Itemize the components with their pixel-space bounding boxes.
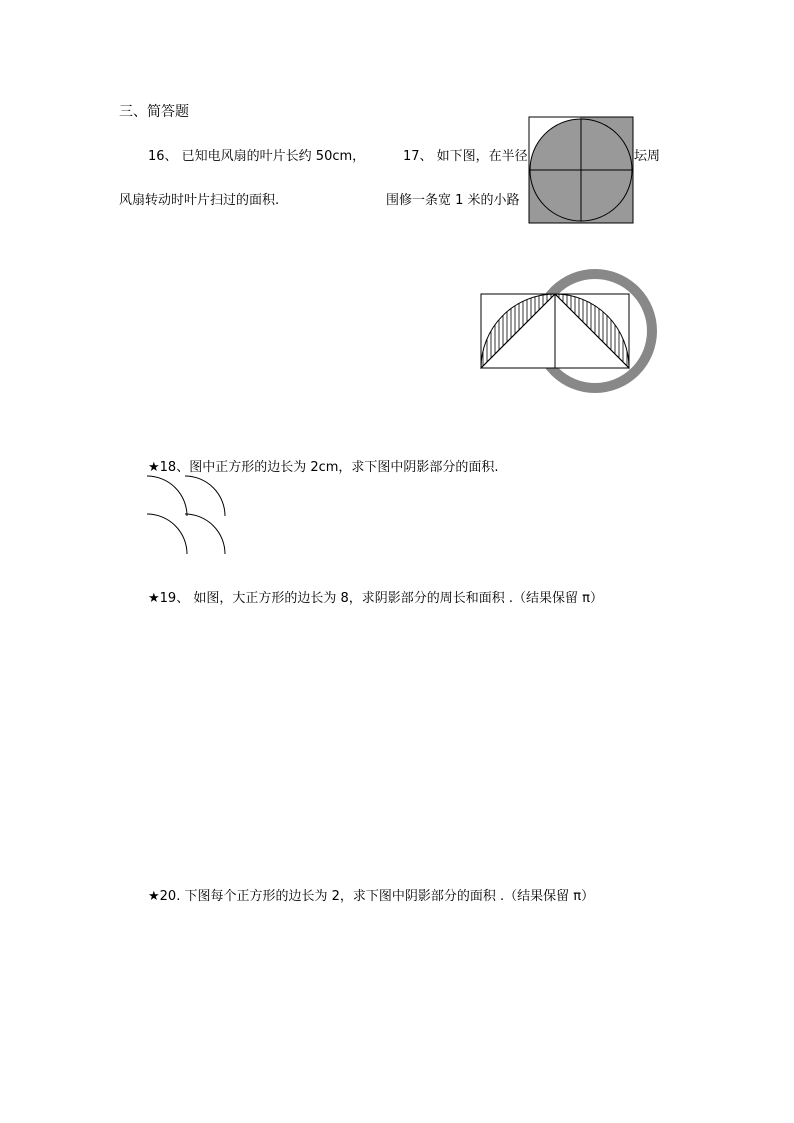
section-heading: 三、简答题 — [119, 104, 189, 120]
q19-text: ★19、 如图，大正方形的边长为 8，求阴影部分的周长和面积 .（结果保留 π） — [148, 591, 603, 606]
q17-figure — [528, 116, 635, 225]
q18-figure — [145, 474, 229, 558]
q18-text: ★18、图中正方形的边长为 2cm，求下图中阴影部分的面积. — [148, 460, 499, 475]
q17-text-line2: 围修一条宽 1 米的小路 — [386, 193, 520, 208]
q20-text: ★20. 下图每个正方形的边长为 2，求下图中阴影部分的面积 .（结果保留 π） — [148, 889, 595, 904]
q17-text-line1-end: 坛周 — [634, 149, 661, 164]
q16-text-line1: 16、 已知电风扇的叶片长约 50cm， — [148, 149, 366, 164]
q18-arc-4 — [185, 514, 225, 554]
q18-arc-3 — [147, 514, 187, 554]
q19-figure — [478, 275, 660, 395]
q16-text-line2: 风扇转动时叶片扫过的面积. — [119, 193, 280, 208]
q18-arc-1 — [147, 476, 187, 516]
q18-arc-2 — [185, 476, 225, 516]
q17-text-line1: 17、 如下图，在半径 — [403, 149, 528, 164]
